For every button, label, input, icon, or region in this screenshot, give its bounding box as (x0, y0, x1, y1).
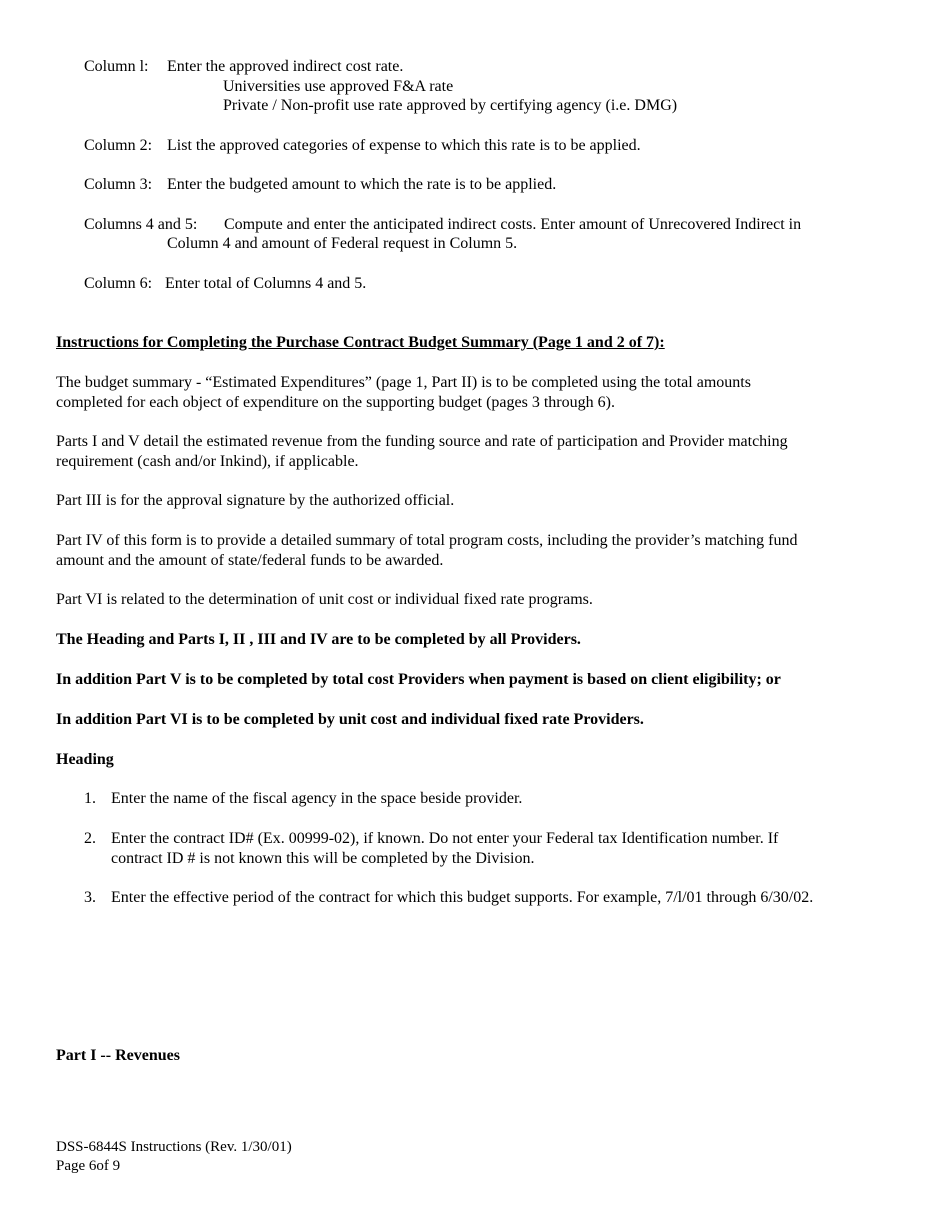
heading-item-2-number: 2. (84, 830, 96, 847)
column-3-text: Enter the budgeted amount to which the rate is to be applied. (167, 176, 557, 193)
paragraph-budget-summary-line-1: The budget summary - “Estimated Expenditures” (page 1, Part II) is to be completed using the total amounts (56, 374, 751, 391)
footer-form-id: DSS-6844S Instructions (Rev. 1/30/01) (56, 1139, 292, 1155)
section-heading: Instructions for Completing the Purchase Contract Budget Summary (Page 1 and 2 of 7): (56, 334, 665, 351)
column-1-sub-universities: Universities use approved F&A rate (223, 78, 454, 95)
bold-statement-all-providers: The Heading and Parts I, II , III and IV are to be completed by all Providers. (56, 631, 581, 648)
heading-item-1-text: Enter the name of the fiscal agency in the space beside provider. (111, 790, 523, 807)
heading-item-2-text-line-2: contract ID # is not known this will be completed by the Division. (111, 850, 535, 867)
paragraph-part-iv-line-1: Part IV of this form is to provide a detailed summary of total program costs, including the provider’s matching fund (56, 532, 798, 549)
column-2-label: Column 2: (84, 137, 153, 154)
column-1-label: Column l: (84, 58, 149, 75)
paragraph-part-vi: Part VI is related to the determination of unit cost or individual fixed rate programs. (56, 591, 593, 608)
heading-item-1-number: 1. (84, 790, 96, 807)
column-2-text: List the approved categories of expense to which this rate is to be applied. (167, 137, 641, 154)
heading-item-2-text-line-1: Enter the contract ID# (Ex. 00999-02), if known. Do not enter your Federal tax Identification number. If (111, 830, 779, 847)
footer-page-number: Page 6of 9 (56, 1158, 121, 1174)
heading-item-3-number: 3. (84, 889, 96, 906)
part-i-revenues-title: Part I -- Revenues (56, 1047, 180, 1064)
column-2-instruction (84, 136, 641, 156)
bold-statement-part-v: In addition Part V is to be completed by total cost Providers when payment is based on client eligibility; or (56, 671, 781, 688)
column-1-sub-nonprofit: Private / Non-profit use rate approved by certifying agency (i.e. DMG) (223, 97, 678, 114)
column-6-text: Enter total of Columns 4 and 5. (165, 275, 367, 292)
columns-4-5-label: Columns 4 and 5: (84, 216, 198, 233)
column-6-label: Column 6: (84, 275, 153, 292)
heading-item-3-text: Enter the effective period of the contract for which this budget supports. For example, 7/l/01 through 6/30/02. (111, 889, 814, 906)
columns-4-5-instruction (84, 215, 801, 235)
column-3-instruction (84, 175, 556, 195)
columns-4-5-continuation: Column 4 and amount of Federal request in Column 5. (167, 235, 518, 252)
paragraph-part-iv-line-2: amount and the amount of state/federal funds to be awarded. (56, 552, 444, 569)
column-3-label: Column 3: (84, 176, 153, 193)
column-6-instruction (84, 274, 366, 294)
column-1-instruction (84, 57, 403, 77)
paragraph-part-iii: Part III is for the approval signature by the authorized official. (56, 492, 455, 509)
paragraph-budget-summary-line-2: completed for each object of expenditure on the supporting budget (pages 3 through 6). (56, 394, 615, 411)
column-1-text: Enter the approved indirect cost rate. (167, 58, 404, 75)
paragraph-parts-i-v-line-1: Parts I and V detail the estimated revenue from the funding source and rate of participation and Provider matching (56, 433, 788, 450)
bold-statement-part-vi: In addition Part VI is to be completed by unit cost and individual fixed rate Providers. (56, 711, 644, 728)
paragraph-parts-i-v-line-2: requirement (cash and/or Inkind), if applicable. (56, 453, 359, 470)
columns-4-5-text: Compute and enter the anticipated indirect costs. Enter amount of Unrecovered Indirect in (224, 216, 802, 233)
heading-title: Heading (56, 751, 114, 768)
